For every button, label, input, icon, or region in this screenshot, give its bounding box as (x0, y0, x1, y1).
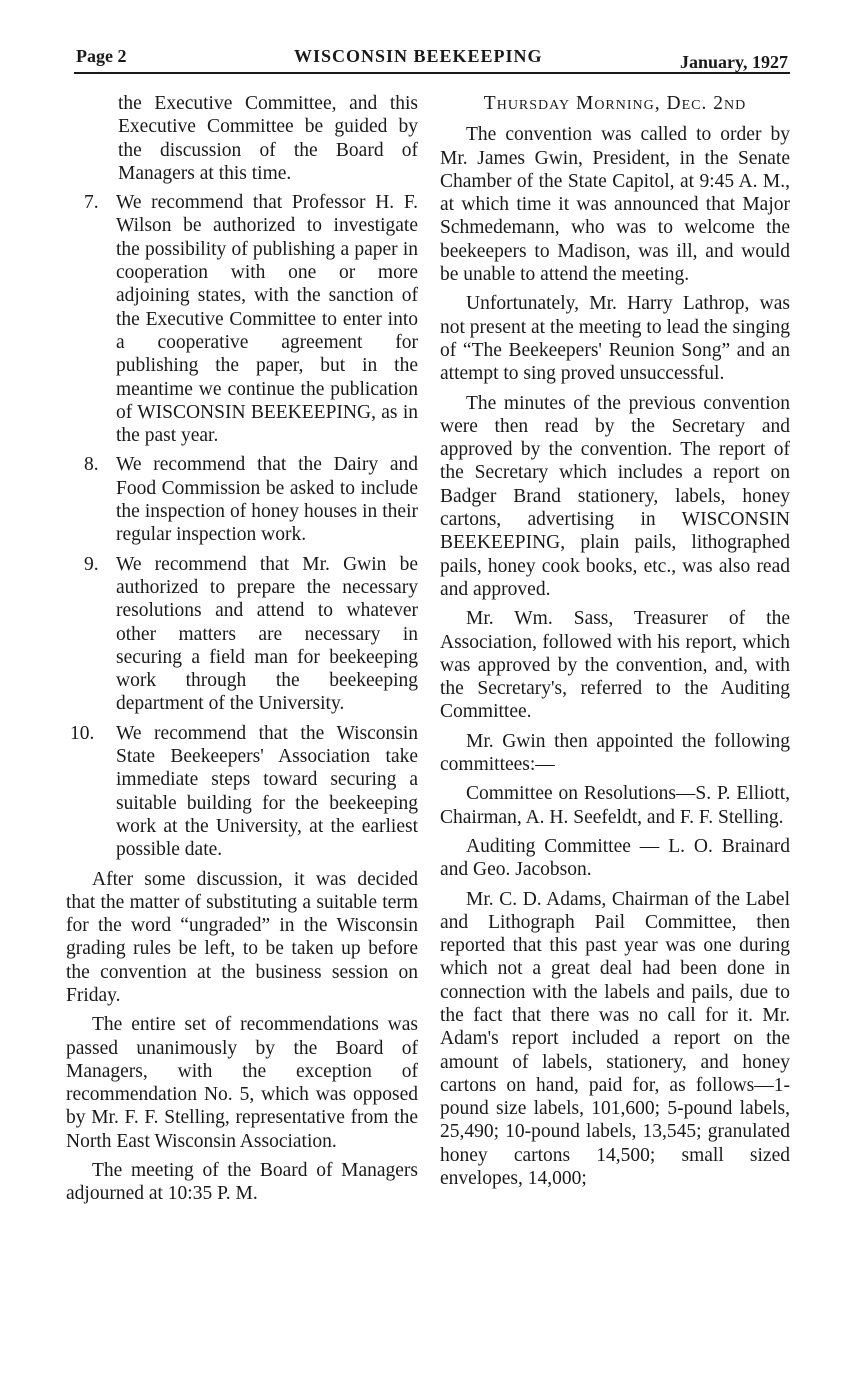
item-number: 9. (84, 553, 99, 575)
recommendation-item-8 (66, 453, 418, 546)
item-number: 7. (84, 192, 99, 214)
body-paragraph: Mr. Wm. Sass, Treasurer of the Association, followed with his report, which was approved by the convention, and, with the Secretary's, referred to the Auditing Committee. (440, 608, 790, 723)
left-column (66, 92, 418, 1212)
issue-date: January, 1927 (679, 52, 788, 72)
recommendation-item-10 (66, 722, 418, 862)
item-text: We recommend that Professor H. F. Wilson be authorized to investigate the possibility of publishing a paper in cooperation with one or more adjoining states, with the sanction of the Executive Committee to enter into a cooperative agreement for publishing the paper, but in the meantime we continue the publication of WISCONSIN BEEKEEPING, as in the past year. (116, 192, 418, 447)
body-paragraph: The entire set of recommendations was passed unanimously by the Board of Managers, with the exception of recommendation No. 5, which was opposed by Mr. F. F. Stelling, representative from the North East Wisconsin Association. (66, 1014, 418, 1152)
body-paragraph: Committee on Resolutions—S. P. Elliott, Chairman, A. H. Seefeldt, and F. F. Stelling. (440, 783, 790, 828)
continued-paragraph: the Executive Committee, and this Executive Committee be guided by the discussion of the Board of Managers at this time. (118, 93, 418, 184)
page-header (74, 44, 790, 74)
journal-title: WISCONSIN BEEKEEPING (294, 46, 543, 66)
body-paragraph: Auditing Committee — L. O. Brainard and Geo. Jacobson. (440, 835, 790, 881)
item-text: We recommend that the Wisconsin State Beekeepers' Association take immediate steps toward securing a suitable building for the beekeeping work at the University, at the earliest possible date. (116, 722, 418, 861)
item-number: 8. (84, 454, 99, 476)
recommendation-item-7 (66, 191, 418, 447)
item-number: 10. (70, 722, 95, 744)
body-paragraph: The minutes of the previous convention were then read by the Secretary and approved by the convention. The report of the Secretary which includes a report on Badger Brand stationery, labels, honey cartons, advertising in WISCONSIN BEEKEEPING, plain pails, lithographed pails, honey cook books, etc., was also read and approved. (440, 392, 790, 600)
body-paragraph: Unfortunately, Mr. Harry Lathrop, was not present at the meeting to lead the singing of “The Beekeepers' Reunion Song” and an attempt to sing proved unsuccessful. (440, 293, 790, 385)
page-number: Page 2 (76, 46, 127, 66)
body-paragraph: After some discussion, it was decided that the matter of substituting a suitable term for the word “ungraded” in the Wisconsin grading rules be left, to be taken up before the convention at the business session on Friday. (66, 868, 418, 1006)
body-paragraph: Mr. Gwin then appointed the following committees:— (440, 730, 790, 776)
right-column (440, 92, 790, 1196)
body-paragraph: The meeting of the Board of Managers adjourned at 10:35 P. M. (66, 1160, 418, 1205)
item-text: We recommend that Mr. Gwin be authorized to prepare the necessary resolutions and attend to whatever other matters are necessary in securing a field man for beekeeping work through the beekeeping department of the University. (116, 553, 418, 715)
body-paragraph: The convention was called to order by Mr. James Gwin, President, in the Senate Chamber of the State Capitol, at 9:45 A. M., at which time it was announced that Major Schmedemann, who was to welcome the beekeepers to Madison, was ill, and would be unable to attend the meeting. (440, 124, 790, 286)
section-heading: Thursday Morning, Dec. 2nd (483, 93, 747, 114)
item-text: We recommend that the Dairy and Food Commission be asked to include the inspection of honey houses in their regular inspection work. (116, 454, 418, 546)
recommendation-item-9 (66, 553, 418, 716)
body-paragraph: Mr. C. D. Adams, Chairman of the Label and Lithograph Pail Committee, then reported that this past year was one during which not a great deal had been done in connection with the labels and pails, due to the fact that there was no call for it. Mr. Adam's report included a report on the amount of labels, stationery, and honey cartons on hand, paid for, as follows—1-pound size labels, 101,600; 5-pound labels, 25,490; 10-pound labels, 13,545; granulated honey cartons 14,500; small sized envelopes, 14,000; (440, 888, 790, 1190)
